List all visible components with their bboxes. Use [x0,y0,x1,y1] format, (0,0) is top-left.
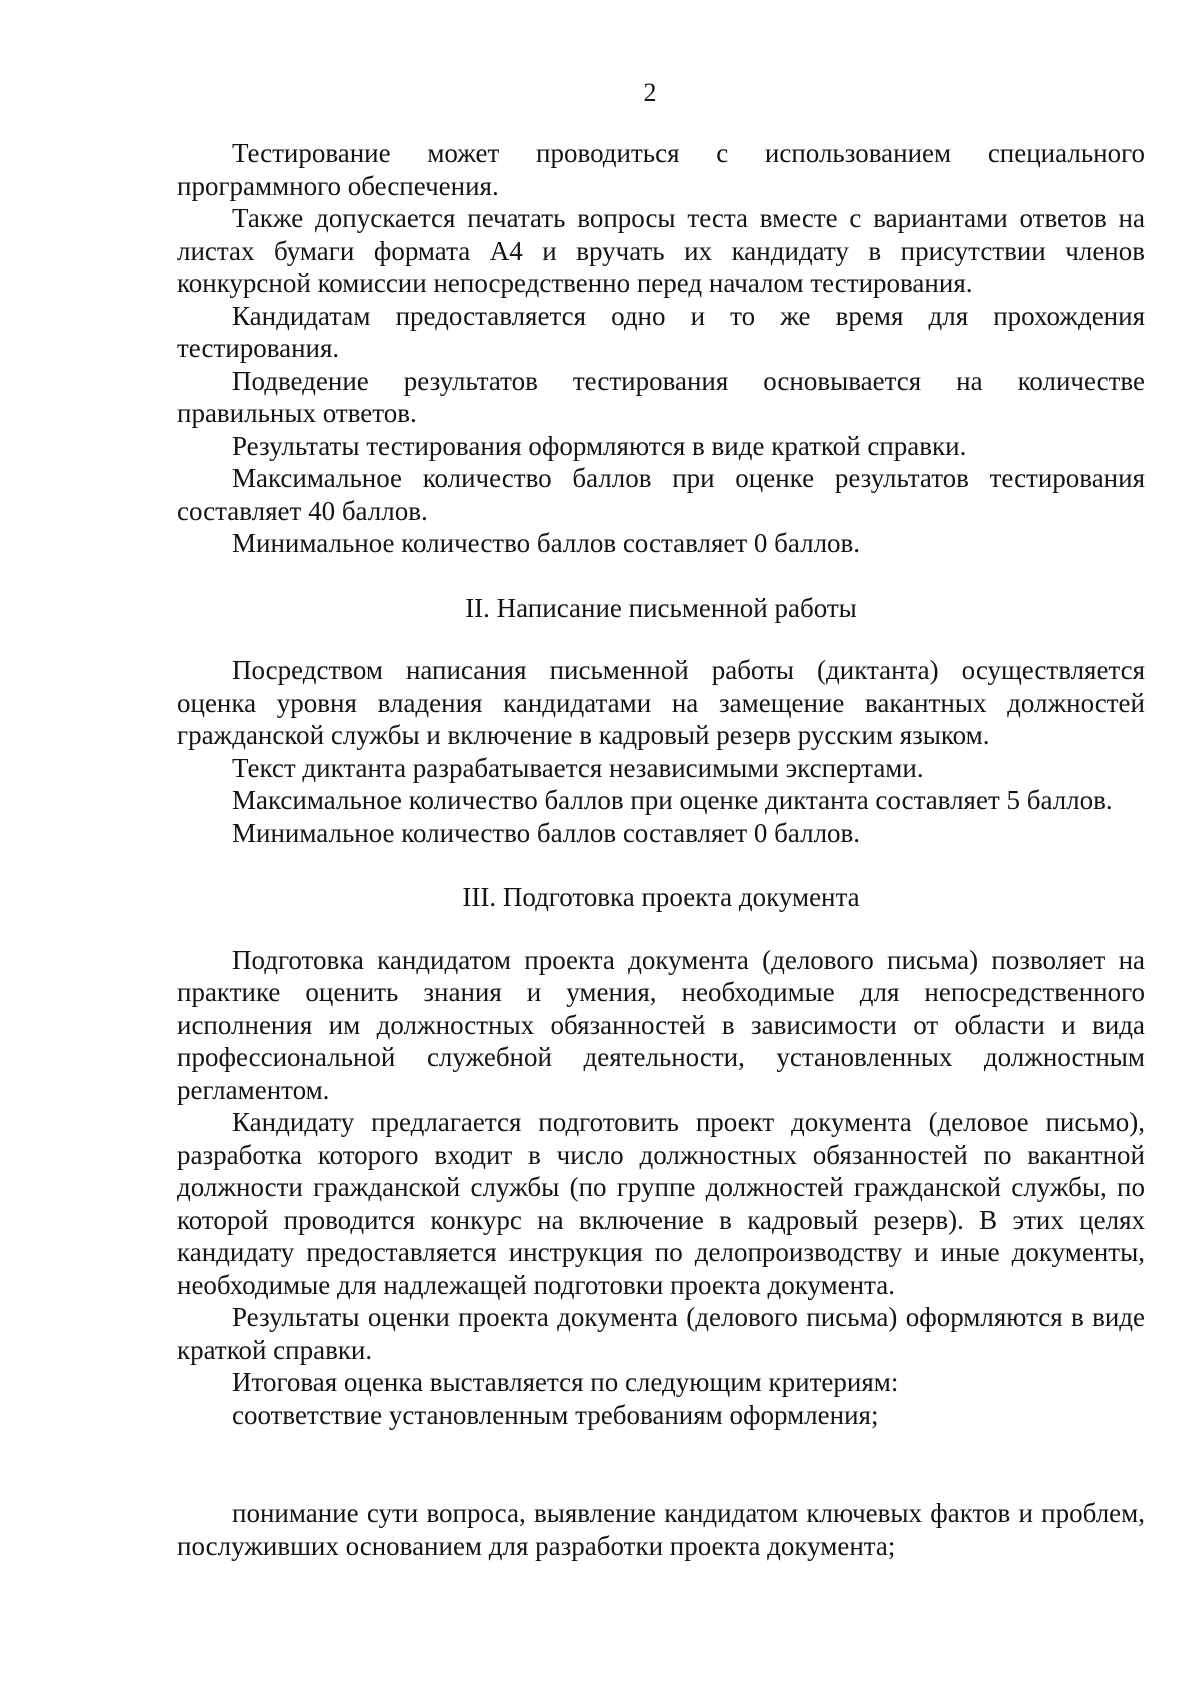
paragraph: Максимальное количество баллов при оценке результатов тестирования составляет 40 баллов. [177,463,1145,526]
paragraph: Кандидату предлагается подготовить проект документа (деловое письмо), разработка которого входит в число должностных обязанностей по вакантной должности гражданской службы (по группе должностей гражданской службы, по которой проводится конкурс на включение в кадровый резерв). В этих целях кандидату предоставляется инструкция по делопроизводству и иные документы, необходимые для надлежащей подготовки проекта документа. [177,1107,1145,1300]
paragraph: Результаты тестирования оформляются в виде краткой справки. [232,430,967,461]
paragraph: Подготовка кандидатом проекта документа (делового письма) позволяет на практике оценить знания и умения, необходимые для непосредственного исполнения им должностных обязанностей в зависимости от области и вида профессиональной служебной деятельности, установленных должностным регламентом. [177,944,1145,1105]
paragraph: Минимальное количество баллов составляет 0 баллов. [232,817,861,848]
paragraph: понимание сути вопроса, выявление кандидатом ключевых фактов и проблем, послуживших основанием для разработки проекта документа; [177,1498,1145,1561]
paragraph: Кандидатам предоставляется одно и то же время для прохождения тестирования. [177,300,1145,363]
paragraph: Итоговая оценка выставляется по следующим критериям: [232,1367,899,1397]
paragraph: Результаты оценки проекта документа (делового письма) оформляются в виде краткой справки. [177,1302,1145,1365]
paragraph: Текст диктанта разрабатывается независимыми экспертами. [232,752,924,783]
page-number: 2 [643,78,657,107]
document-body [177,137,1145,1562]
blank-space [177,1431,1145,1497]
paragraph: Посредством написания письменной работы (диктанта) осуществляется оценка уровня владения кандидатами на замещение вакантных должностей гражданской службы и включение в кадровый резерв русским языком. [177,655,1145,750]
paragraph: Тестирование может проводиться с использованием специального программного обеспечения. [177,138,1145,201]
paragraph: соответствие установленным требованиям оформления; [232,1399,879,1430]
section-heading: III. Подготовка проекта документа [462,882,860,912]
paragraph: Также допускается печатать вопросы теста вместе с вариантами ответов на листах бумаги формата А4 и вручать их кандидату в присутствии членов конкурсной комиссии непосредственно перед началом тестирования. [177,203,1145,298]
paragraph: Максимальное количество баллов при оценке диктанта составляет 5 баллов. [232,785,1113,815]
paragraph: Минимальное количество баллов составляет 0 баллов. [232,528,861,558]
paragraph: Подведение результатов тестирования основывается на количестве правильных ответов. [177,365,1145,428]
section-heading: II. Написание письменной работы [465,592,857,623]
